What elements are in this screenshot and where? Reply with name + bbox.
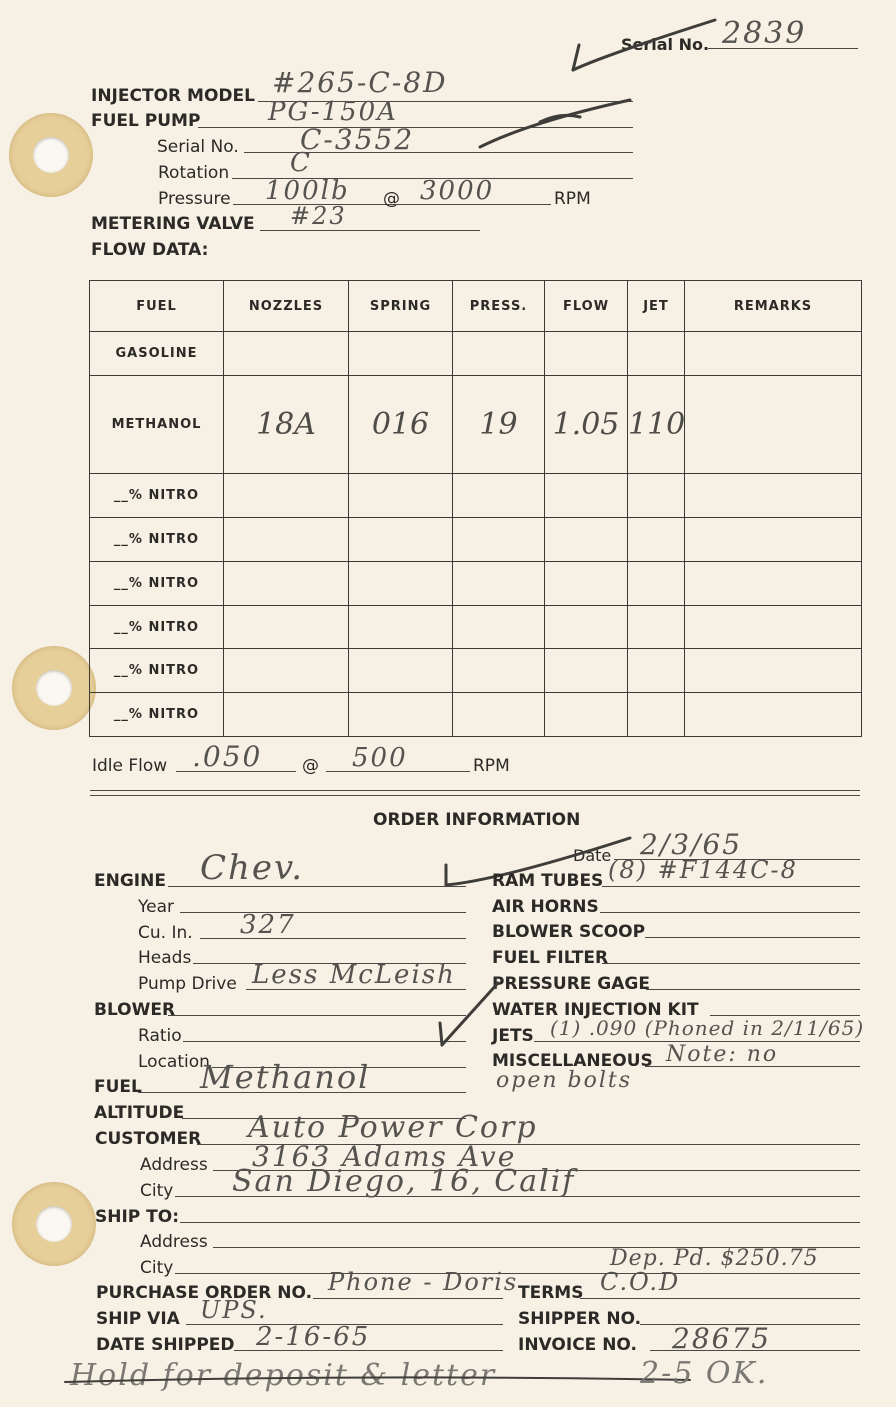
spring-cell bbox=[349, 332, 453, 376]
column-header: NOZZLES bbox=[224, 281, 349, 332]
serial-value: 2839 bbox=[722, 16, 807, 51]
pressure-rpm-value: 3000 bbox=[420, 176, 495, 206]
column-header: PRESS. bbox=[453, 281, 545, 332]
fuel-cell: __% NITRO bbox=[90, 518, 224, 562]
spring-cell bbox=[349, 518, 453, 562]
press-cell bbox=[453, 518, 545, 562]
fuel-cell: __% NITRO bbox=[90, 693, 224, 737]
fuel-cell: GASOLINE bbox=[90, 332, 224, 376]
pressure-gage-label: PRESSURE GAGE bbox=[492, 974, 650, 994]
spring-cell bbox=[349, 605, 453, 649]
fuel-filter-label: FUEL FILTER bbox=[492, 948, 609, 968]
ship-via-value: UPS. bbox=[200, 1296, 268, 1324]
remarks-cell bbox=[685, 649, 862, 693]
rotation-label: Rotation bbox=[158, 163, 230, 183]
deposit-note: Dep. Pd. $250.75 bbox=[610, 1246, 819, 1271]
serial-label: Serial No. bbox=[621, 35, 710, 54]
remarks-cell bbox=[685, 561, 862, 605]
fuel-pump-value: PG-150A bbox=[268, 97, 398, 127]
jet-cell bbox=[628, 332, 685, 376]
terms-value: C.O.D bbox=[600, 1268, 681, 1296]
nozzles-cell bbox=[224, 332, 349, 376]
remarks-cell bbox=[685, 332, 862, 376]
terms-label: TERMS bbox=[518, 1283, 584, 1303]
table-row bbox=[90, 375, 862, 474]
jet-cell bbox=[628, 649, 685, 693]
miscellaneous-value: Note: no bbox=[666, 1042, 779, 1067]
city-value: San Diego, 16, Calif bbox=[232, 1164, 576, 1199]
miscellaneous-label: MISCELLANEOUS bbox=[492, 1051, 653, 1071]
table-row bbox=[90, 474, 862, 518]
press-cell bbox=[453, 474, 545, 518]
binder-hole-bottom bbox=[12, 1182, 96, 1266]
customer-label: CUSTOMER bbox=[95, 1129, 202, 1149]
address-label: Address bbox=[140, 1155, 208, 1175]
metering-valve-label: METERING VALVE bbox=[91, 214, 255, 234]
press-cell: 19 bbox=[453, 375, 545, 474]
jet-cell bbox=[628, 561, 685, 605]
date-shipped-value: 2-16-65 bbox=[256, 1322, 371, 1352]
nozzles-cell bbox=[224, 605, 349, 649]
table-row bbox=[90, 518, 862, 562]
table-header-row bbox=[90, 281, 862, 332]
column-header: REMARKS bbox=[685, 281, 862, 332]
nozzles-cell bbox=[224, 649, 349, 693]
ratio-label: Ratio bbox=[138, 1026, 182, 1046]
ship-via-label: SHIP VIA bbox=[96, 1309, 180, 1329]
table-row bbox=[90, 561, 862, 605]
air-horns-label: AIR HORNS bbox=[492, 897, 599, 917]
fuel-cell: __% NITRO bbox=[90, 649, 224, 693]
metering-valve-value: #23 bbox=[290, 202, 347, 230]
purchase-order-label: PURCHASE ORDER NO. bbox=[96, 1283, 313, 1303]
jet-cell bbox=[628, 474, 685, 518]
location-label: Location bbox=[138, 1052, 210, 1072]
flow-cell bbox=[545, 474, 628, 518]
binder-hole-middle bbox=[12, 646, 96, 730]
idle-rpm-value: 500 bbox=[352, 743, 408, 773]
pump-serial-label: Serial No. bbox=[157, 137, 239, 157]
table-row bbox=[90, 693, 862, 737]
press-cell bbox=[453, 561, 545, 605]
miscellaneous-value-2: open bolts bbox=[496, 1068, 633, 1093]
rotation-value: C bbox=[290, 148, 312, 178]
strike-through-footer bbox=[60, 1360, 700, 1400]
water-injection-label: WATER INJECTION KIT bbox=[492, 1000, 699, 1020]
fuel-cell: METHANOL bbox=[90, 375, 224, 474]
nozzles-cell bbox=[224, 561, 349, 605]
purchase-order-value: Phone - Doris bbox=[328, 1268, 519, 1296]
spring-cell bbox=[349, 474, 453, 518]
table-row bbox=[90, 649, 862, 693]
order-info-title: ORDER INFORMATION bbox=[373, 810, 581, 830]
fuel-label: FUEL bbox=[94, 1077, 142, 1097]
date-label: Date bbox=[573, 846, 612, 865]
jet-cell bbox=[628, 605, 685, 649]
pressure-value: 100lb bbox=[265, 176, 350, 206]
check-mark-accessories bbox=[438, 975, 518, 1055]
fuel-pump-label: FUEL PUMP bbox=[91, 111, 201, 131]
year-label: Year bbox=[138, 897, 174, 917]
table-row bbox=[90, 332, 862, 376]
fuel-cell: __% NITRO bbox=[90, 474, 224, 518]
heads-label: Heads bbox=[138, 948, 192, 968]
jets-label: JETS bbox=[492, 1026, 534, 1046]
jet-cell: 110 bbox=[628, 375, 685, 474]
flow-data-table bbox=[89, 280, 862, 737]
pump-drive-value: Less McLeish bbox=[252, 960, 456, 990]
engine-label: ENGINE bbox=[94, 871, 166, 891]
blower-scoop-label: BLOWER SCOOP bbox=[492, 922, 646, 942]
pressure-label: Pressure bbox=[158, 189, 231, 209]
injector-model-value: #265-C-8D bbox=[272, 66, 448, 99]
customer-value: Auto Power Corp bbox=[248, 1110, 538, 1145]
flow-cell bbox=[545, 518, 628, 562]
fuel-cell: __% NITRO bbox=[90, 561, 224, 605]
injector-model-label: INJECTOR MODEL bbox=[91, 86, 255, 106]
check-mark-serial bbox=[565, 15, 725, 85]
ship-city-label: City bbox=[140, 1258, 174, 1278]
remarks-cell bbox=[685, 518, 862, 562]
idle-flow-at: @ bbox=[302, 756, 319, 776]
column-header: JET bbox=[628, 281, 685, 332]
binder-hole-top bbox=[9, 113, 93, 197]
jet-cell bbox=[628, 518, 685, 562]
nozzles-cell bbox=[224, 518, 349, 562]
ship-to-label: SHIP TO: bbox=[95, 1207, 180, 1227]
footer-note-ok: 2-5 OK. bbox=[640, 1356, 769, 1391]
idle-flow-label: Idle Flow bbox=[92, 756, 168, 776]
city-label: City bbox=[140, 1181, 174, 1201]
fuel-cell: __% NITRO bbox=[90, 605, 224, 649]
press-cell bbox=[453, 693, 545, 737]
invoice-value: 28675 bbox=[672, 1322, 772, 1355]
strike-mark-pump-serial bbox=[470, 92, 640, 162]
column-header: FLOW bbox=[545, 281, 628, 332]
pressure-at: @ bbox=[383, 189, 400, 209]
cu-in-value: 327 bbox=[240, 910, 296, 940]
spring-cell bbox=[349, 649, 453, 693]
footer-note-struck: Hold for deposit & letter bbox=[70, 1358, 497, 1393]
press-cell bbox=[453, 332, 545, 376]
jet-cell bbox=[628, 693, 685, 737]
ram-tubes-value: (8) #F144C-8 bbox=[608, 856, 798, 884]
invoice-label: INVOICE NO. bbox=[518, 1335, 637, 1355]
flow-cell bbox=[545, 561, 628, 605]
fuel-value: Methanol bbox=[200, 1058, 371, 1096]
flow-data-label: FLOW DATA: bbox=[91, 240, 209, 260]
date-shipped-label: DATE SHIPPED bbox=[96, 1335, 235, 1355]
spring-cell bbox=[349, 693, 453, 737]
engine-value: Chev. bbox=[200, 848, 305, 888]
remarks-cell bbox=[685, 693, 862, 737]
flow-cell bbox=[545, 605, 628, 649]
column-header: SPRING bbox=[349, 281, 453, 332]
remarks-cell bbox=[685, 375, 862, 474]
remarks-cell bbox=[685, 474, 862, 518]
address-value: 3163 Adams Ave bbox=[252, 1140, 517, 1173]
cu-in-label: Cu. In. bbox=[138, 923, 193, 943]
blower-label: BLOWER bbox=[94, 1000, 176, 1020]
ship-address-label: Address bbox=[140, 1232, 208, 1252]
nozzles-cell bbox=[224, 474, 349, 518]
section-divider bbox=[90, 790, 860, 791]
idle-rpm-label: RPM bbox=[473, 756, 510, 776]
press-cell bbox=[453, 605, 545, 649]
nozzles-cell: 18A bbox=[224, 375, 349, 474]
date-value: 2/3/65 bbox=[640, 828, 743, 861]
flow-cell bbox=[545, 332, 628, 376]
nozzles-cell bbox=[224, 693, 349, 737]
flow-cell: 1.05 bbox=[545, 375, 628, 474]
spring-cell: 016 bbox=[349, 375, 453, 474]
remarks-cell bbox=[685, 605, 862, 649]
spring-cell bbox=[349, 561, 453, 605]
shipper-no-label: SHIPPER NO. bbox=[518, 1309, 642, 1329]
pump-serial-value: C-3552 bbox=[300, 123, 415, 156]
press-cell bbox=[453, 649, 545, 693]
pump-drive-label: Pump Drive bbox=[138, 974, 237, 994]
pressure-rpm-label: RPM bbox=[554, 189, 591, 209]
table-row bbox=[90, 605, 862, 649]
jets-value: (1) .090 (Phoned in 2/11/65) bbox=[550, 1016, 865, 1040]
altitude-label: ALTITUDE bbox=[94, 1103, 185, 1123]
idle-flow-value: .050 bbox=[192, 740, 263, 773]
column-header: FUEL bbox=[90, 281, 224, 332]
flow-cell bbox=[545, 693, 628, 737]
flow-cell bbox=[545, 649, 628, 693]
ram-tubes-label: RAM TUBES bbox=[492, 871, 604, 891]
